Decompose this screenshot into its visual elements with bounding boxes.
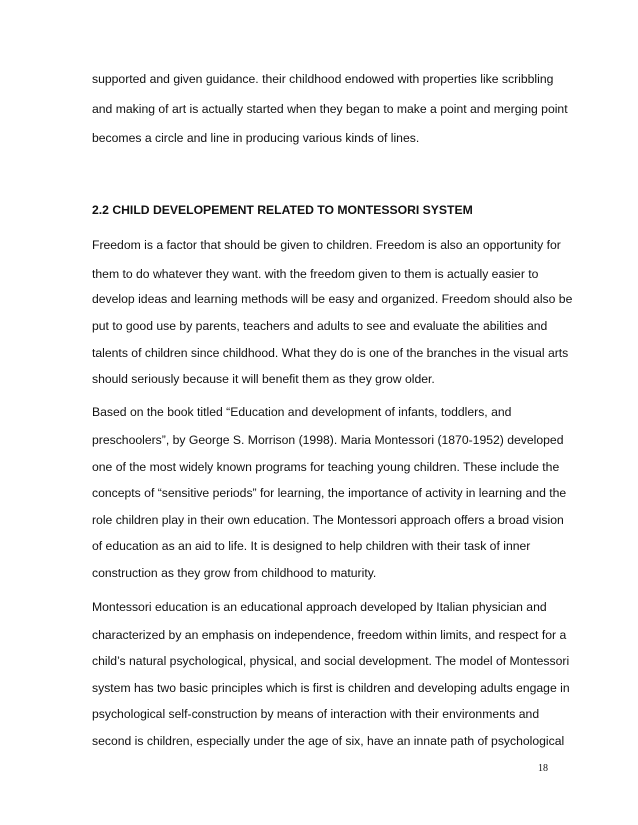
text-line: second is children, especially under the age of six, have an innate path of psychological (92, 734, 565, 748)
text-line: them to do whatever they want. with the freedom given to them is actually easier to (92, 267, 539, 281)
section-heading: 2.2 CHILD DEVELOPEMENT RELATED TO MONTESSORI SYSTEM (92, 203, 473, 217)
text-line: Freedom is a factor that should be given to children. Freedom is also an opportunity for (92, 238, 561, 252)
text-line: Montessori education is an educational approach developed by Italian physician and (92, 600, 547, 614)
text-line: put to good use by parents, teachers and adults to see and evaluate the abilities and (92, 319, 548, 333)
text-line: should seriously because it will benefit them as they grow older. (92, 372, 435, 386)
text-line: preschoolers”, by George S. Morrison (1998). Maria Montessori (1870-1952) developed (92, 433, 564, 447)
text-line: becomes a circle and line in producing various kinds of lines. (92, 131, 420, 145)
text-line: child’s natural psychological, physical, and social development. The model of Montessori (92, 654, 570, 668)
text-line: talents of children since childhood. What they do is one of the branches in the visual arts (92, 346, 569, 360)
text-line: concepts of “sensitive periods” for learning, the importance of activity in learning and the (92, 486, 567, 500)
text-line: role children play in their own education. The Montessori approach offers a broad vision (92, 513, 564, 527)
text-line: Based on the book titled “Education and development of infants, toddlers, and (92, 405, 512, 419)
text-line: characterized by an emphasis on independence, freedom within limits, and respect for a (92, 628, 567, 642)
text-line: system has two basic principles which is first is children and developing adults engage in (92, 681, 570, 695)
text-line: psychological self-construction by means of interaction with their environments and (92, 707, 540, 721)
text-line: one of the most widely known programs for teaching young children. These include the (92, 460, 560, 474)
text-line: supported and given guidance. their childhood endowed with properties like scribbling (92, 72, 554, 86)
text-line: construction as they grow from childhood to maturity. (92, 566, 377, 580)
text-line: of education as an aid to life. It is designed to help children with their task of inner (92, 539, 531, 553)
text-line: and making of art is actually started when they began to make a point and merging point (92, 102, 568, 116)
text-line: develop ideas and learning methods will be easy and organized. Freedom should also be (92, 292, 573, 306)
page-number: 18 (538, 763, 548, 774)
